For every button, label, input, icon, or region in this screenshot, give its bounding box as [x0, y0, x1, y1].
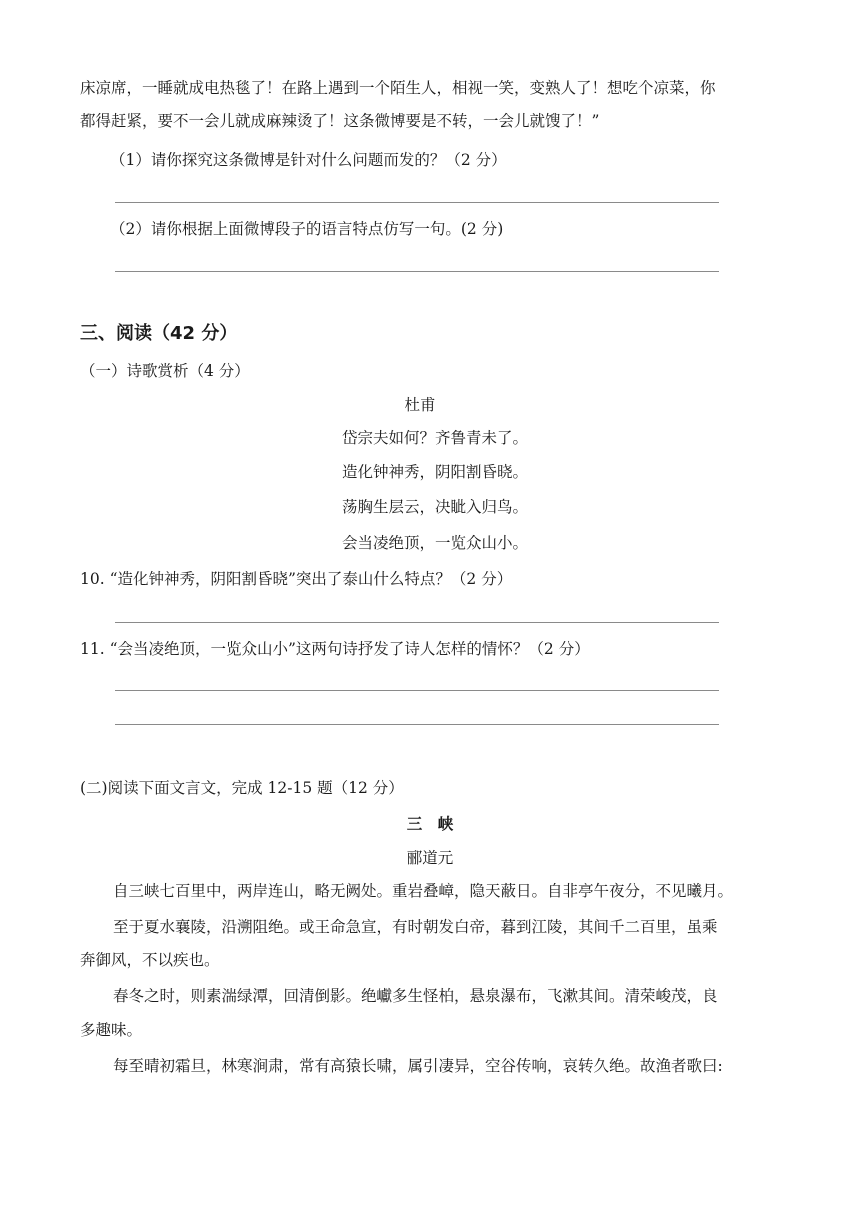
answer-line[interactable] [115, 690, 719, 691]
classical-paragraph-line: 春冬之时，则素湍绿潭，回清倒影。绝巘多生怪柏，悬泉瀑布，飞漱其间。清荣峻茂，良 [113, 987, 718, 1005]
weibo-question-2: （2）请你根据上面微博段子的语言特点仿写一句。(2 分) [110, 220, 504, 238]
answer-line[interactable] [115, 271, 719, 272]
section-title: 三、阅读（42 分） [80, 323, 238, 344]
poem-line: 荡胸生层云，决眦入归鸟。 [342, 498, 529, 516]
classical-paragraph-line: 至于夏水襄陵，沿溯阻绝。或王命急宣，有时朝发白帝，暮到江陵，其间千二百里，虽乘 [113, 918, 718, 936]
answer-line[interactable] [115, 622, 719, 623]
subsection-title: （一）诗歌赏析（4 分） [80, 362, 250, 380]
classical-paragraph-line: 多趣味。 [80, 1021, 143, 1039]
classical-instruction: (二)阅读下面文言文，完成 12-15 题（12 分） [80, 779, 404, 797]
weibo-text-line-1: 床凉席，一睡就成电热毯了！在路上遇到一个陌生人，相视一笑，变熟人了！想吃个凉菜，你 [80, 79, 716, 97]
poem-author: 杜甫 [404, 396, 436, 414]
classical-paragraph-line: 自三峡七百里中，两岸连山，略无阙处。重岩叠嶂，隐天蔽日。自非亭午夜分，不见曦月。 [113, 882, 734, 900]
poem-line: 会当凌绝顶，一览众山小。 [342, 534, 529, 552]
classical-paragraph-line: 奔御风，不以疾也。 [80, 951, 220, 969]
classical-author: 郦道元 [406, 849, 454, 867]
weibo-text-line-2: 都得赶紧，要不一会儿就成麻辣烫了！这条微博要是不转，一会儿就馊了！” [80, 112, 600, 130]
classical-paragraph-line: 每至晴初霜旦，林寒涧肃，常有高猿长啸，属引凄异，空谷传响，哀转久绝。故渔者歌曰: [113, 1057, 723, 1075]
weibo-question-1: （1）请你探究这条微博是针对什么问题而发的？（2 分） [110, 151, 507, 169]
poem-line: 造化钟神秀，阴阳割昏晓。 [342, 463, 529, 481]
poem-question-11: 11. “会当凌绝顶，一览众山小”这两句诗抒发了诗人怎样的情怀？（2 分） [80, 640, 590, 658]
answer-line[interactable] [115, 724, 719, 725]
poem-question-10: 10. “造化钟神秀，阴阳割昏晓”突出了泰山什么特点？（2 分） [80, 570, 513, 588]
poem-line: 岱宗夫如何？齐鲁青未了。 [342, 429, 529, 447]
answer-line[interactable] [115, 202, 719, 203]
classical-title: 三 峡 [406, 814, 454, 833]
